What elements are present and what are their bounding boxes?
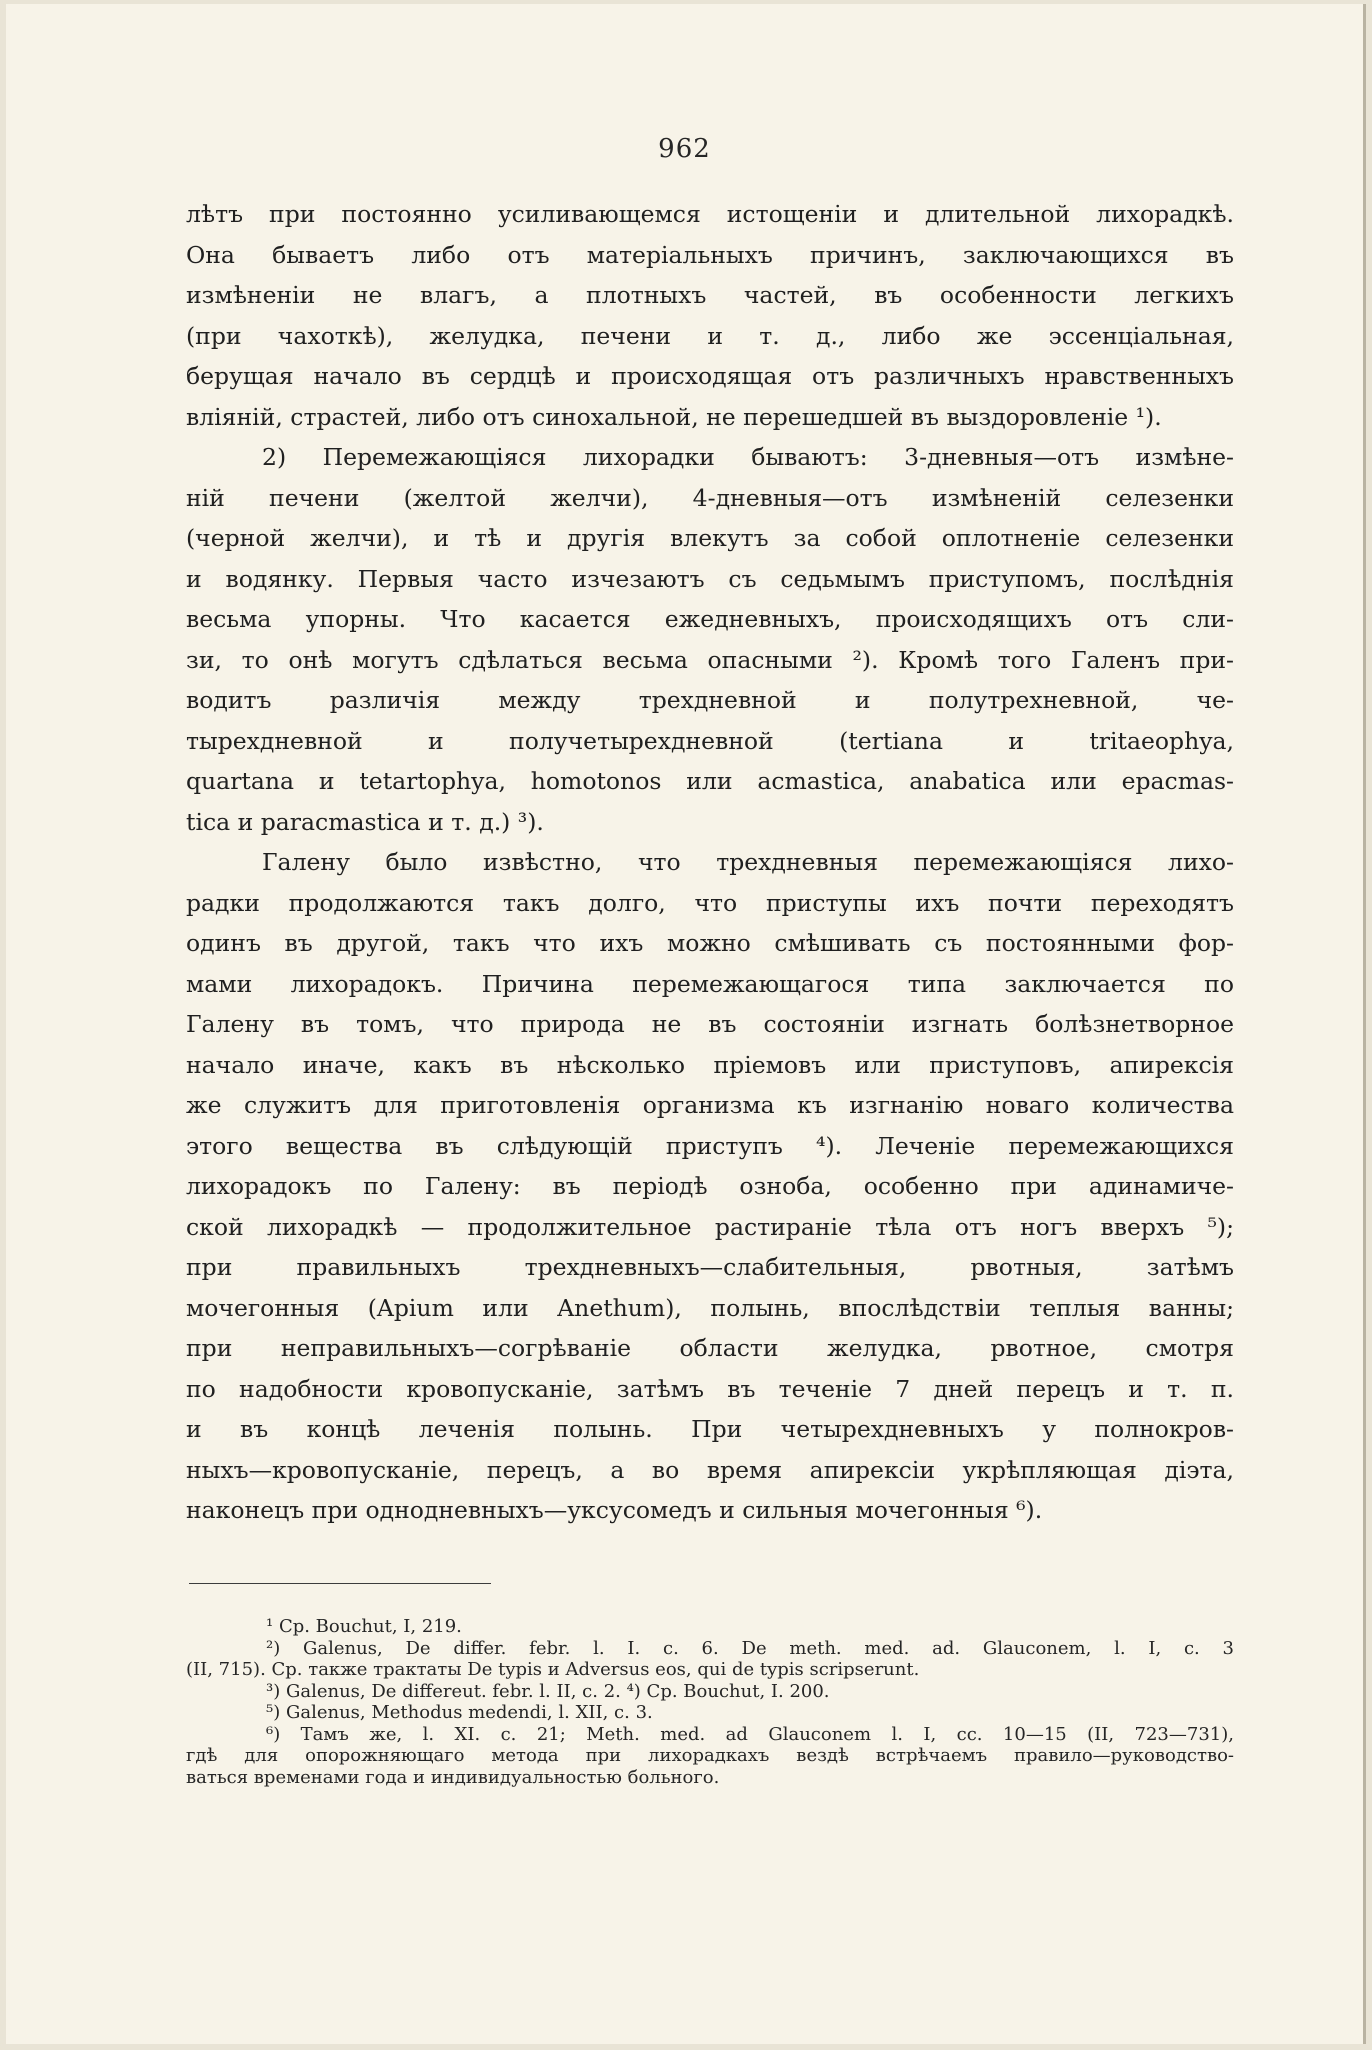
text-line: начало иначе, какъ въ нѣсколько пріемовъ или приступовъ, апирексія xyxy=(186,1050,1234,1079)
text-line: и въ концѣ леченія полынь. При четырехдневныхъ у полнокров- xyxy=(186,1415,1234,1443)
text-line: quartana и tetartophya, homotonos или acmastica, anabatica или epacmas- xyxy=(186,767,1234,795)
footnote-line: ¹ Ср. Bouchut, I, 219. xyxy=(266,1616,462,1637)
text-line: ской лихорадкѣ — продолжительное растираніе тѣла отъ ногъ вверхъ ⁵); xyxy=(186,1212,1234,1241)
text-line: при правильныхъ трехдневныхъ—слабительныя, рвотныя, затѣмъ xyxy=(186,1253,1234,1281)
text-line: лихорадокъ по Галену: въ періодѣ озноба, особенно при адинамиче- xyxy=(186,1172,1234,1200)
footnote-line: ²) Galenus, De differ. febr. l. I. c. 6. De meth. med. ad. Glauconem, l. I, c. 3 xyxy=(266,1637,1234,1659)
text-line: измѣненіи не влагъ, а плотныхъ частей, въ особенности легкихъ xyxy=(186,281,1234,309)
text-line: наконецъ при одноднeвныхъ—уксусомедъ и сильныя мочегонныя ⁶). xyxy=(186,1496,1043,1524)
footnotes xyxy=(186,1616,1234,1788)
footnote-line: ваться временами года и индивидуальностью больного. xyxy=(186,1766,720,1788)
page-number: 962 xyxy=(658,134,711,164)
text-line: зи, то онѣ могутъ сдѣлаться весьма опасными ²). Кромѣ того Галенъ при- xyxy=(186,645,1234,674)
text-line: же служитъ для приготовленія организма къ изгнанію новаго количества xyxy=(186,1091,1234,1119)
text-line: этого вещества въ слѣдующій приступъ ⁴). Леченіе перемежающихся xyxy=(186,1131,1234,1160)
footnote-line: ⁵) Galenus, Methodus medendi, l. XII, c. 3. xyxy=(266,1702,653,1723)
text-line: 2) Перемежающіяся лихорадки бываютъ: 3-дневныя—отъ измѣне- xyxy=(262,443,1234,471)
text-line: мочегонныя (Apium или Anethum), полынь, впослѣдствіи теплыя ванны; xyxy=(186,1293,1234,1322)
text-line: мами лихорадокъ. Причина перемежающагося типа заключается по xyxy=(186,969,1234,998)
text-line: одинъ въ другой, такъ что ихъ можно смѣшивать съ постоянными фор- xyxy=(186,929,1234,957)
text-line: ній печени (желтой желчи), 4-дневныя—отъ измѣненій селезенки xyxy=(186,483,1234,512)
text-line: (черной желчи), и тѣ и другія влекутъ за собой оплотненіе селезенки xyxy=(186,524,1234,552)
text-line: Галену было извѣстно, что трехдневныя перемежающіяся лихо- xyxy=(262,848,1234,876)
book-page xyxy=(6,4,1366,2044)
footnote-divider xyxy=(189,1583,491,1584)
footnote-line: ³) Galenus, De differeut. febr. l. II, c. 2. ⁴) Ср. Bouchut, I. 200. xyxy=(266,1680,830,1702)
footnote-line: (II, 715). Ср. также трактаты De typis и Adversus eos, qui de typis scripserunt. xyxy=(186,1659,920,1680)
text-line: весьма упорны. Что касается ежедневныхъ, происходящихъ отъ сли- xyxy=(186,605,1234,633)
footnote-line: гдѣ для опорожняющаго метода при лихорадкахъ вездѣ встрѣчаемъ правило—руководство- xyxy=(186,1745,1234,1766)
text-line: по надобности кровопусканіе, затѣмъ въ теченіе 7 дней перецъ и т. п. xyxy=(186,1374,1234,1403)
text-line: ныхъ—кровопусканіе, перецъ, а во время апирексіи укрѣпляющая діэта, xyxy=(186,1455,1234,1484)
text-line: tica и paracmastica и т. д.) ³). xyxy=(186,807,544,836)
text-line: Галену въ томъ, что природа не въ состояніи изгнать болѣзнетворное xyxy=(186,1010,1234,1038)
text-line: берущая начало въ сердцѣ и происходящая отъ различныхъ нравственныхъ xyxy=(186,362,1234,390)
text-line: вліяній, страстей, либо отъ синохальной, не перешедшей въ выздоровленіе ¹). xyxy=(186,402,1162,431)
text-line: Она бываетъ либо отъ матеріальныхъ причинъ, заключающихся въ xyxy=(186,240,1234,269)
footnote-line: ⁶) Тамъ же, l. XI. c. 21; Meth. med. ad Glauconem l. I, cc. 10—15 (II, 723—731), xyxy=(266,1723,1234,1745)
text-line: при неправильныхъ—согрѣваніе области желудка, рвотное, смотря xyxy=(186,1334,1234,1362)
text-line: тырехдневной и получетырехдневной (tertiana и tritaeophya, xyxy=(186,726,1234,755)
text-line: (при чахоткѣ), желудка, печени и т. д., либо же эссенціальная, xyxy=(186,321,1234,350)
text-line: и водянку. Первыя часто изчезаютъ съ седьмымъ приступомъ, послѣднія xyxy=(186,564,1234,593)
text-line: водитъ различія между трехдневной и полутрехневной, че- xyxy=(186,686,1234,714)
text-line: лѣтъ при постоянно усиливающемся истощеніи и длительной лихорадкѣ. xyxy=(186,200,1234,228)
text-line: радки продолжаются такъ долго, что приступы ихъ почти переходятъ xyxy=(186,888,1234,917)
main-text xyxy=(186,194,1234,1531)
